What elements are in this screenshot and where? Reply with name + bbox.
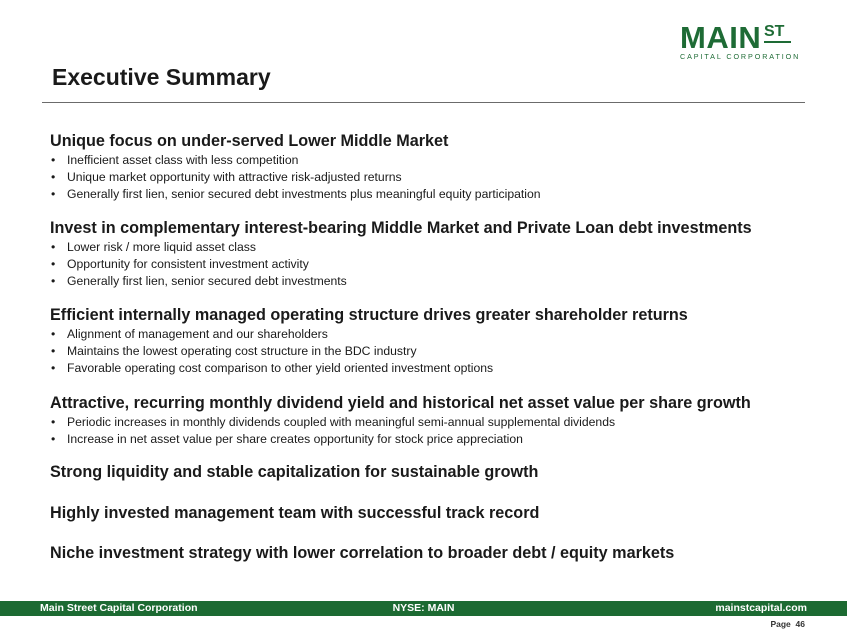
bullet-item: • Periodic increases in monthly dividends coupled with meaningful semi-annual supplemental dividends [50, 414, 810, 431]
logo-subtitle: CAPITAL CORPORATION [680, 52, 801, 61]
page-number [770, 619, 805, 629]
section-middle-market [50, 218, 810, 291]
section-heading: Unique focus on under-served Lower Middle Market [50, 132, 449, 150]
section-liquidity [50, 462, 810, 482]
bullet-item: • Unique market opportunity with attractive risk-adjusted returns [50, 169, 810, 186]
bullet-list [50, 326, 810, 378]
company-logo [680, 20, 801, 62]
section-heading: Invest in complementary interest-bearing Middle Market and Private Loan debt investments [50, 219, 752, 237]
bullet-item: • Opportunity for consistent investment activity [50, 256, 810, 273]
logo-main-text: MAIN [680, 20, 762, 55]
bullet-item: • Favorable operating cost comparison to other yield oriented investment options [50, 360, 810, 377]
section-management-team [50, 503, 810, 523]
bullet-item: • Inefficient asset class with less competition [50, 152, 810, 169]
section-dividend-yield [50, 393, 810, 448]
footer-website-link[interactable]: mainstcapital.com [715, 602, 807, 614]
footer-bar [0, 601, 847, 616]
section-heading: Highly invested management team with successful track record [50, 504, 540, 522]
bullet-item: • Alignment of management and our shareholders [50, 326, 810, 343]
page-title: Executive Summary [52, 64, 271, 90]
footer-company-name: Main Street Capital Corporation [40, 602, 198, 614]
bullet-list [50, 152, 810, 204]
logo-superscript: ST [764, 23, 785, 40]
section-heading: Strong liquidity and stable capitalization for sustainable growth [50, 463, 539, 481]
bullet-item: • Lower risk / more liquid asset class [50, 239, 810, 256]
section-lower-middle-market [50, 131, 810, 204]
page-number-value: 46 [795, 619, 805, 629]
bullet-item: • Maintains the lowest operating cost structure in the BDC industry [50, 343, 810, 360]
section-heading: Niche investment strategy with lower correlation to broader debt / equity markets [50, 544, 675, 562]
bullet-item: • Increase in net asset value per share creates opportunity for stock price appreciation [50, 431, 810, 448]
bullet-item: • Generally first lien, senior secured debt investments plus meaningful equity participation [50, 186, 810, 203]
bullet-list [50, 239, 810, 291]
logo-underline [764, 41, 791, 43]
page-label: Page [770, 619, 791, 629]
section-investment-strategy [50, 543, 810, 563]
bullet-list [50, 414, 810, 448]
footer-ticker: NYSE: MAIN [392, 602, 455, 614]
section-heading: Attractive, recurring monthly dividend yield and historical net asset value per share growth [50, 394, 751, 412]
section-heading: Efficient internally managed operating structure drives greater shareholder returns [50, 306, 688, 324]
bullet-item: • Generally first lien, senior secured debt investments [50, 273, 810, 290]
section-operating-structure [50, 305, 810, 378]
title-divider [42, 102, 805, 103]
